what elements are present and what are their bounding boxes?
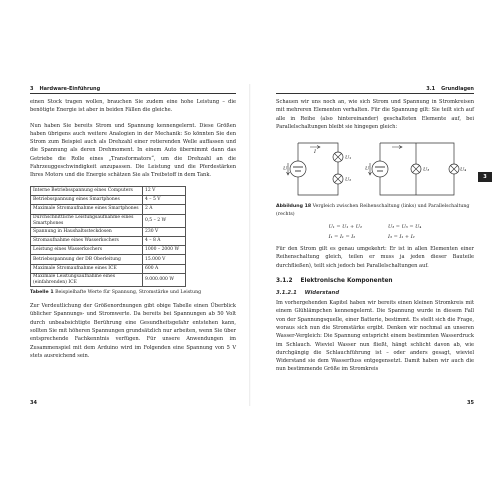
chapter-thumb-tab: 3 xyxy=(478,172,492,182)
paragraph: Schauen wir uns noch an, wie sich Strom und Spannung in Stromkreisen mit mehreren Elementen verhalten. Für die Spannung gilt: Sie teilt sich auf alle in Reihe (also hintereinander) geschalteten Elemente auf, bei Parallelschaltungen bleibt sie hingegen gleich: xyxy=(276,99,474,130)
voltage-label: U xyxy=(283,166,288,173)
table-cell-value: 4 – 5 V xyxy=(143,195,186,204)
chapter-title: Hardware-Einführung xyxy=(39,86,101,92)
paragraph: Zur Verdeutlichung der Größenordnungen gibt obige Tabelle einen Überblick üblicher Spannungs- und Stromwerte. Da bereits bei Spannungen ab 50 Volt durch unbeabsichtigte Berührung eine Gesundheitsgefahr entstehen kann, sollten Sie mit höheren Spannungen grundsätzlich nur arbeiten, wenn Sie über entsprechende Fachkenntnis verfügen. Für unsere Anwendungen im Zusammenspiel mit dem Arduino wird im Folgenden eine Spannung von 5 V stets ausreichend sein. xyxy=(30,303,236,359)
table-cell-value: 1000 – 2000 W xyxy=(143,246,186,255)
formulas xyxy=(276,222,474,242)
table-cell-value: 2 A xyxy=(143,205,186,214)
table-row xyxy=(31,227,186,236)
lamp-voltage-label: U₃ xyxy=(423,167,430,174)
section-header-title: Grundlagen xyxy=(441,86,474,92)
formula: U₁ = U₁ + U₂ xyxy=(328,224,362,231)
lamp-voltage-label: U₂ xyxy=(345,177,352,184)
subsection-heading xyxy=(276,290,474,296)
paragraph: Im vorhergehenden Kapitel haben wir bereits einen kleinen Stromkreis mit einem Glühlämpchen kennengelernt. Die Spannung wurde in diesem Fall von der Spannungsquelle, einer Batterie, bestimmt. Es stellt sich die Frage, woraus sich nun die Stromstärke ergibt. Denken wir nochmal an unseren Wasser-Vergleich: Die Spannung entspricht einem bestimmten Wasserdruck im Schlauch. Wieviel Wasser nun fließt, hängt schlicht davon ab, wie durchgängig die Schlauchführung ist – oder anders gesagt, wieviel Widerstand sie dem Wasserfluss entgegensetzt. Damit haben wir auch die nun bestimmende Größe im Stromkreis xyxy=(276,300,474,373)
table-cell-value: 15.000 V xyxy=(143,255,186,264)
table-cell-value: 230 V xyxy=(143,227,186,236)
table-cell-quantity: Durchschnittliche Leistungsaufnahme eines Smartphones xyxy=(31,214,143,227)
section-heading xyxy=(276,278,474,284)
table-row xyxy=(31,236,186,245)
figure-label: Abbildung 18 xyxy=(276,204,312,210)
figure-caption xyxy=(276,203,474,218)
section-title: Elektronische Komponenten xyxy=(300,278,393,285)
battery-icon xyxy=(290,161,306,177)
table-cell-quantity: Interne Betriebsspannung eines Computers xyxy=(31,186,143,195)
table-caption-label: Tabelle 1 xyxy=(30,290,54,296)
table-cell-quantity: Leistung eines Wasserkochers xyxy=(31,246,143,255)
table-cell-quantity: Maximale Stromaufnahme eines ICE xyxy=(31,264,143,273)
voltage-label: U xyxy=(365,166,370,173)
table-row xyxy=(31,246,186,255)
table-row xyxy=(31,186,186,195)
page-number-right: 35 xyxy=(467,400,474,406)
table-row xyxy=(31,255,186,264)
figure-caption-text: Vergleich zwischen Reihenschaltung (links) und Parallelschaltung (rechts) xyxy=(276,204,470,217)
paragraph: einen Stock tragen wollen, brauchen Sie zudem eine hohe Leistung – die benötigte Energie ist aber in beiden Fällen die gleiche. xyxy=(30,99,236,114)
chapter-number: 3 xyxy=(30,86,34,92)
table-cell-quantity: Maximale Leistungsaufnahme eines (einfahrenden) ICE xyxy=(31,274,143,287)
table-cell-quantity: Maximale Stromaufnahme eines Smartphones xyxy=(31,205,143,214)
right-page xyxy=(250,84,500,406)
formula: I₁ = I₁ = I₂ xyxy=(328,234,356,241)
subsection-title: Widerstand xyxy=(304,290,340,297)
table-row xyxy=(31,214,186,227)
lamp-icon xyxy=(449,164,459,174)
section-number: 3.1.2 xyxy=(276,278,293,285)
table-cell-value: 9.000.000 W xyxy=(143,274,186,287)
section-header-number: 3.1 xyxy=(426,86,436,92)
left-page xyxy=(0,84,250,406)
circuit-diagram xyxy=(276,137,474,201)
table-cell-quantity: Stromaufnahme eines Wasserkochers xyxy=(31,236,143,245)
paragraph: Nun haben Sie bereits Strom und Spannung kennengelernt. Diese Größen haben übrigens auch weitere Analogien in der Mechanik: So könnten Sie den Strom zum Beispiel auch als Drehzahl einer rotierenden Welle auffassen und die Spannung als deren Drehmoment. In einem Auto übernimmt dann das Getriebe die Rolle eines „Transformators“, um die Drehzahl an die Fahrzeuggeschwindigkeit anzupassen. Die Leistung und die Pferdestärken Ihres Motors und die Energie schätzen Sie als Treibstoff in dem Tank. xyxy=(30,122,236,179)
table-cell-quantity: Spannung in Haushaltssteckdosen xyxy=(31,227,143,236)
lamp-voltage-label: U₁ xyxy=(345,155,352,162)
lamp-icon xyxy=(333,152,343,162)
table-row xyxy=(31,195,186,204)
table-caption-text: Beispielhafte Werte für Spannung, Stromstärke und Leistung xyxy=(55,290,202,296)
table-cell-value: 0,5 – 2 W xyxy=(143,214,186,227)
formula-group-parallel xyxy=(388,222,421,242)
lamp-voltage-label: U₄ xyxy=(460,167,467,174)
table-cell-quantity: Betriebsspannung eines Smartphones xyxy=(31,195,143,204)
right-page-header xyxy=(276,84,474,94)
lamp-icon xyxy=(411,164,421,174)
formula-group-series xyxy=(329,222,362,242)
values-table xyxy=(30,186,186,287)
table-row xyxy=(31,264,186,273)
table-cell-quantity: Betriebsspannung der DB Oberleitung xyxy=(31,255,143,264)
table-caption xyxy=(30,289,236,296)
page-number-left: 34 xyxy=(30,400,37,406)
current-label: I xyxy=(314,149,316,156)
paragraph: Für den Strom gilt es genau umgekehrt: Er ist in allen Elementen einer Reihenschaltung gleich, teilen er muss ja jeden dieser Bauteile durchfließen), teilt sich jedoch bei Parallelschaltungen auf. xyxy=(276,246,474,269)
table-cell-value: 600 A xyxy=(143,264,186,273)
lamp-icon xyxy=(333,174,343,184)
formula: U₃ = U₃ = U₄ xyxy=(388,224,422,231)
table-cell-value: 4 – 8 A xyxy=(143,236,186,245)
left-page-header xyxy=(30,84,236,94)
table-row xyxy=(31,205,186,214)
battery-icon xyxy=(372,161,388,177)
table-row xyxy=(31,274,186,287)
subsection-number: 3.1.2.1 xyxy=(276,290,297,297)
table-cell-value: 12 V xyxy=(143,186,186,195)
formula: I₃ = I₁ + I₂ xyxy=(388,234,415,241)
